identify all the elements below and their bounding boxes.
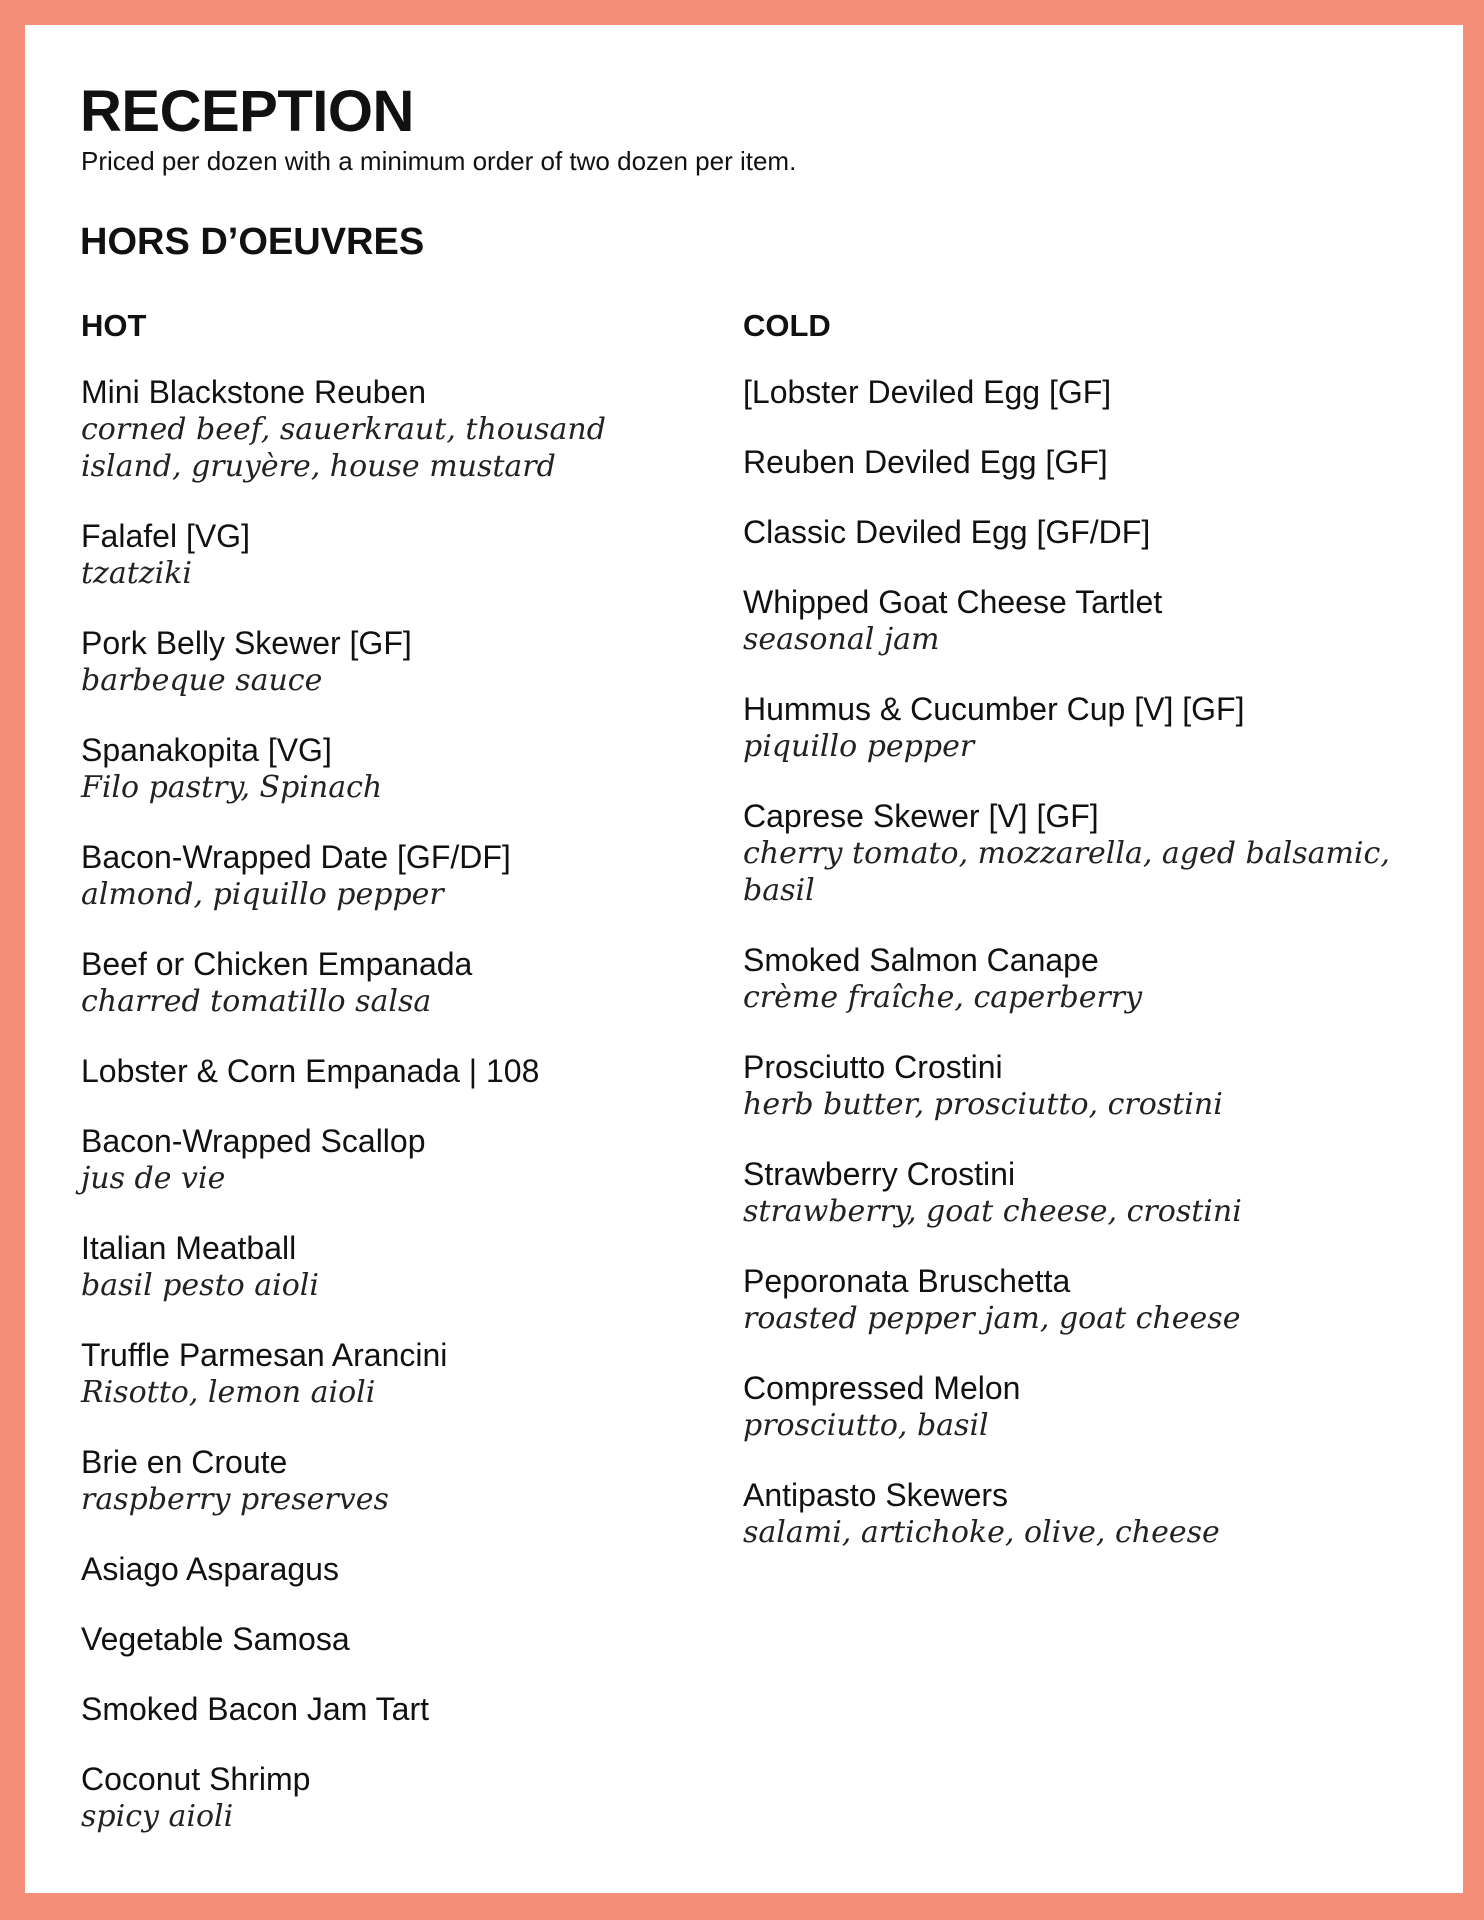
menu-item-name: Italian Meatball: [81, 1230, 297, 1267]
menu-item: [743, 1263, 1423, 1337]
menu-item-name: Reuben Deviled Egg [GF]: [743, 444, 1108, 481]
menu-item-name: Lobster & Corn Empanada | 108: [81, 1053, 540, 1090]
menu-item-description: basil pesto aioli: [81, 1268, 319, 1304]
menu-item: [81, 518, 701, 592]
hot-heading: HOT: [81, 308, 147, 343]
menu-item: [743, 942, 1423, 1016]
menu-item-name: Asiago Asparagus: [81, 1551, 339, 1588]
pricing-note: Priced per dozen with a minimum order of two dozen per item.: [81, 146, 797, 176]
menu-item-name: Smoked Bacon Jam Tart: [81, 1691, 430, 1728]
menu-item-description: jus de vie: [81, 1161, 226, 1197]
menu-item: [743, 1370, 1423, 1444]
menu-item-description: prosciutto, basil: [743, 1408, 989, 1444]
menu-item: [743, 374, 1423, 411]
menu-item: [81, 1761, 701, 1835]
cold-item-list: [743, 374, 1423, 1551]
menu-page: [25, 25, 1463, 1893]
menu-item-description: tzatziki: [81, 556, 192, 592]
menu-item-description: charred tomatillo salsa: [81, 984, 432, 1020]
menu-item-name: Vegetable Samosa: [81, 1621, 350, 1658]
menu-item-name: Bacon-Wrapped Scallop: [81, 1123, 426, 1160]
menu-item-name: Whipped Goat Cheese Tartlet: [743, 584, 1163, 621]
menu-item-description: raspberry preserves: [81, 1482, 389, 1518]
menu-item-description: piquillo pepper: [743, 729, 975, 765]
menu-item-description: spicy aioli: [81, 1799, 234, 1835]
menu-item-description: crème fraîche, caperberry: [743, 980, 1143, 1016]
menu-item-name: Falafel [VG]: [81, 518, 250, 555]
menu-item: [81, 1053, 701, 1090]
menu-item-name: Caprese Skewer [V] [GF]: [743, 798, 1099, 835]
menu-item-name: Strawberry Crostini: [743, 1156, 1016, 1193]
menu-item-description: corned beef, sauerkraut, thousand island, gruyère, house mustard: [81, 412, 606, 485]
menu-item-name: [Lobster Deviled Egg [GF]: [743, 374, 1112, 411]
menu-item-name: Truffle Parmesan Arancini: [81, 1337, 448, 1374]
menu-item: [743, 1477, 1423, 1551]
menu-item: [81, 1444, 701, 1518]
hot-item-list: [81, 374, 701, 1835]
menu-item: [81, 1230, 701, 1304]
menu-item: [81, 1621, 701, 1658]
menu-item-description: Filo pastry, Spinach: [81, 770, 383, 806]
menu-item-name: Bacon-Wrapped Date [GF/DF]: [81, 839, 511, 876]
menu-item-name: Prosciutto Crostini: [743, 1049, 1003, 1086]
menu-item: [743, 514, 1423, 551]
menu-item-name: Compressed Melon: [743, 1370, 1021, 1407]
menu-item-name: Pork Belly Skewer [GF]: [81, 625, 412, 662]
menu-item-description: almond, piquillo pepper: [81, 877, 444, 913]
menu-item-description: salami, artichoke, olive, cheese: [743, 1515, 1220, 1551]
menu-item-description: roasted pepper jam, goat cheese: [743, 1301, 1241, 1337]
menu-item-description: herb butter, prosciutto, crostini: [743, 1087, 1223, 1123]
menu-item-name: Hummus & Cucumber Cup [V] [GF]: [743, 691, 1245, 728]
menu-item-name: Brie en Croute: [81, 1444, 288, 1481]
menu-item: [743, 1049, 1423, 1123]
menu-item: [743, 584, 1423, 658]
menu-item: [81, 1337, 701, 1411]
menu-item: [81, 946, 701, 1020]
cold-column: [743, 307, 1423, 1584]
menu-item-name: Classic Deviled Egg [GF/DF]: [743, 514, 1151, 551]
menu-item-name: Smoked Salmon Canape: [743, 942, 1099, 979]
cold-heading: COLD: [743, 308, 831, 343]
menu-item: [81, 732, 701, 806]
menu-item: [81, 1691, 701, 1728]
page-title: RECEPTION: [80, 79, 414, 144]
hot-column: [81, 307, 701, 1868]
menu-item: [743, 444, 1423, 481]
menu-item-description: cherry tomato, mozzarella, aged balsamic, basil: [743, 836, 1390, 909]
menu-item-description: barbeque sauce: [81, 663, 323, 699]
menu-item: [81, 625, 701, 699]
menu-item: [81, 1551, 701, 1588]
menu-item-name: Spanakopita [VG]: [81, 732, 332, 769]
menu-item-description: Risotto, lemon aioli: [81, 1375, 376, 1411]
menu-item-name: Antipasto Skewers: [743, 1477, 1009, 1514]
menu-item-description: strawberry, goat cheese, crostini: [743, 1194, 1242, 1230]
menu-item: [743, 798, 1423, 909]
menu-item-name: Coconut Shrimp: [81, 1761, 311, 1798]
menu-item-name: Mini Blackstone Reuben: [81, 374, 427, 411]
menu-item-name: Peporonata Bruschetta: [743, 1263, 1071, 1300]
menu-item: [743, 1156, 1423, 1230]
menu-item-name: Beef or Chicken Empanada: [81, 946, 473, 983]
section-title: HORS D’OEUVRES: [80, 221, 425, 263]
menu-item: [81, 1123, 701, 1197]
menu-item: [81, 374, 701, 485]
menu-item: [81, 839, 701, 913]
menu-item: [743, 691, 1423, 765]
menu-item-description: seasonal jam: [743, 622, 940, 658]
